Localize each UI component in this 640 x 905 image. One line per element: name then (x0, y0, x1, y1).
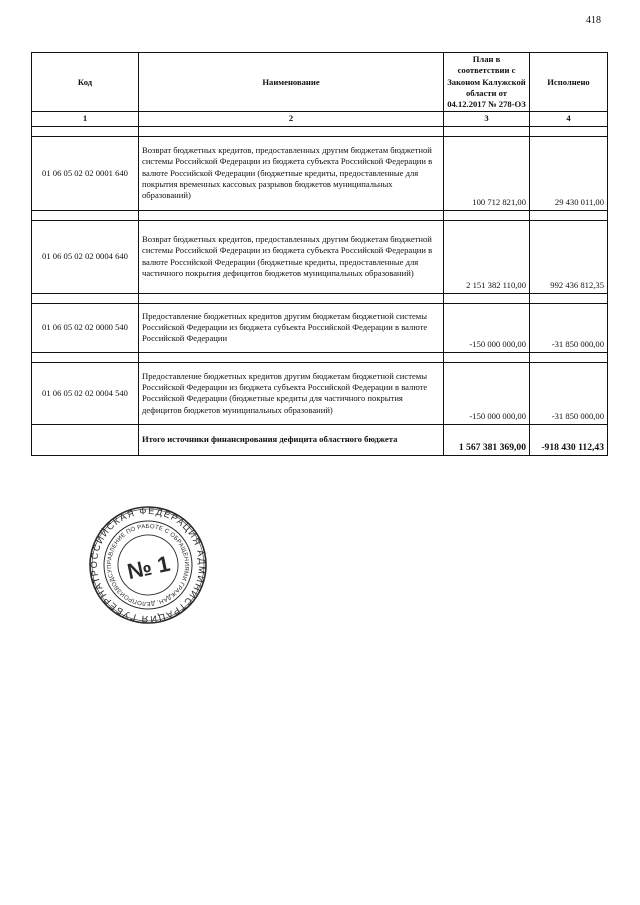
budget-sources-table (31, 52, 608, 456)
spacer-row (32, 352, 608, 362)
row-name: Предоставление бюджетных кредитов другим бюджетам бюджетной системы Российской Федерации из бюджета субъекта Российской Федерации в валюте Российской Федерации (139, 303, 444, 352)
column-number: 1 (32, 112, 139, 126)
row-code: 01 06 05 02 02 0004 540 (32, 362, 139, 424)
row-plan: -150 000 000,00 (444, 362, 530, 424)
official-seal-stamp (88, 505, 208, 625)
column-number-row (32, 112, 608, 126)
table-row (32, 220, 608, 293)
row-executed: 992 436 812,35 (530, 220, 608, 293)
row-executed: -31 850 000,00 (530, 362, 608, 424)
row-name: Предоставление бюджетных кредитов другим бюджетам бюджетной системы Российской Федерации из бюджета субъекта Российской Федерации в валюте Российской Федерации (бюджетные кредиты для частичного покрытия дефицитов бюджетов муниципальных образований) (139, 362, 444, 424)
header-name: Наименование (139, 53, 444, 112)
stamp-outer-text: РОССИЙСКАЯ ФЕДЕРАЦИЯ АДМИНИСТРАЦИЯ ГУБЕРНАТОРА (88, 505, 208, 625)
row-name: Возврат бюджетных кредитов, предоставленных другим бюджетам бюджетной системы Российской Федерации из бюджета субъекта Российской Федерации в валюте Российской Федерации (бюджетные кредиты, предоставленные для частичного покрытия дефицитов бюджетов муниципальных образований) (139, 220, 444, 293)
row-code: 01 06 05 02 02 0001 640 (32, 136, 139, 210)
row-code: 01 06 05 02 02 0000 540 (32, 303, 139, 352)
header-code: Код (32, 53, 139, 112)
stamp-number: № 1 (124, 550, 173, 585)
table-row (32, 303, 608, 352)
spacer-row (32, 210, 608, 220)
row-plan: -150 000 000,00 (444, 303, 530, 352)
table-row (32, 362, 608, 424)
row-executed: 29 430 011,00 (530, 136, 608, 210)
total-label: Итого источники финансирования дефицита областного бюджета (139, 424, 444, 455)
total-plan: 1 567 381 369,00 (444, 424, 530, 455)
header-plan: План в соответствии с Законом Калужской области от 04.12.2017 № 278-ОЗ (444, 53, 530, 112)
total-executed: -918 430 112,43 (530, 424, 608, 455)
column-number: 4 (530, 112, 608, 126)
total-code-cell (32, 424, 139, 455)
row-code: 01 06 05 02 02 0004 640 (32, 220, 139, 293)
row-executed: -31 850 000,00 (530, 303, 608, 352)
row-name: Возврат бюджетных кредитов, предоставленных другим бюджетам бюджетной системы Российской Федерации из бюджета субъекта Российской Федерации в валюте Российской Федерации (бюджетные кредиты, предоставленные для покрытия временных кассовых разрывов бюджетов муниципальных образований) (139, 136, 444, 210)
table-row (32, 136, 608, 210)
column-number: 3 (444, 112, 530, 126)
spacer-row (32, 126, 608, 136)
header-executed: Исполнено (530, 53, 608, 112)
page-number: 418 (586, 15, 601, 26)
spacer-row (32, 293, 608, 303)
table-header-row (32, 53, 608, 112)
row-plan: 2 151 382 110,00 (444, 220, 530, 293)
stamp-inner-text: УПРАВЛЕНИЕ ПО РАБОТЕ С ОБРАЩЕНИЯМИ ГРАЖДАН, ДЕЛОПРОИЗВОДСТВУ (106, 523, 190, 607)
column-number: 2 (139, 112, 444, 126)
total-row (32, 424, 608, 455)
row-plan: 100 712 821,00 (444, 136, 530, 210)
